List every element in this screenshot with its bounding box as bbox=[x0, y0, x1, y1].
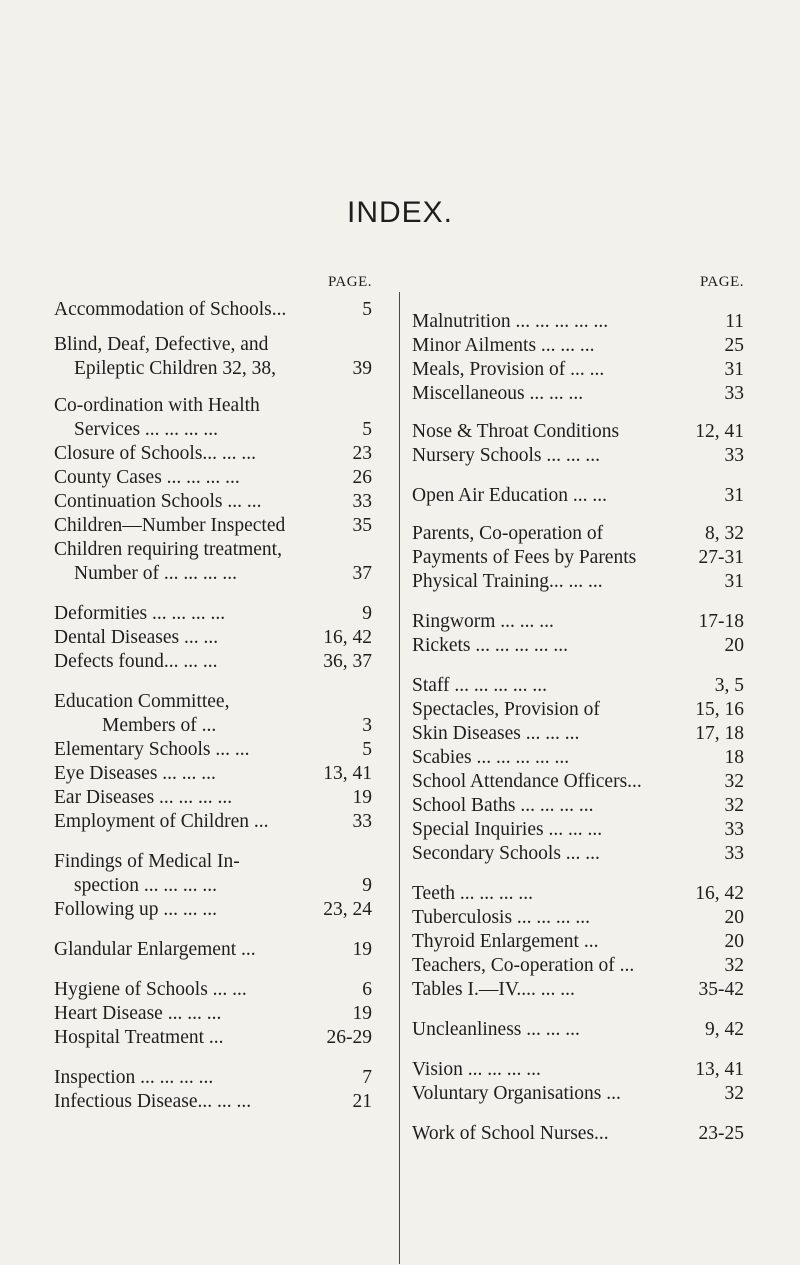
index-entry bbox=[412, 1058, 744, 1082]
index-entry-text: Members of ... bbox=[102, 715, 217, 736]
index-entry-text: Meals, Provision of ... ... bbox=[412, 359, 605, 380]
index-entry-text: Payments of Fees by Parents bbox=[412, 547, 637, 568]
index-entry-text: Heart Disease ... ... ... bbox=[54, 1003, 222, 1024]
index-entry-page: 7 bbox=[359, 1066, 372, 1090]
index-entry-page: 26 bbox=[350, 466, 373, 490]
index-entry bbox=[54, 1026, 372, 1050]
index-entry bbox=[412, 770, 744, 794]
index-entry-text: Closure of Schools... ... ... bbox=[54, 443, 257, 464]
index-entry bbox=[54, 874, 372, 898]
index-entry-text: Miscellaneous ... ... ... bbox=[412, 383, 584, 404]
index-entry-text: Teachers, Co-operation of ... bbox=[412, 955, 635, 976]
index-entry-page: 31 bbox=[722, 358, 745, 382]
index-entry-text: Secondary Schools ... ... bbox=[412, 843, 600, 864]
index-entry bbox=[412, 610, 744, 634]
index-entry-page: 5 bbox=[359, 418, 372, 442]
index-entry-text: Rickets ... ... ... ... ... bbox=[412, 635, 568, 656]
index-entry-text: Epileptic Children 32, 38, bbox=[74, 358, 277, 379]
index-entry-page: 15, 16 bbox=[692, 698, 744, 722]
index-entry bbox=[412, 484, 744, 508]
index-entry bbox=[412, 1122, 744, 1146]
index-entry-text: Physical Training... ... ... bbox=[412, 571, 603, 592]
column-divider bbox=[399, 292, 400, 1264]
index-entry bbox=[54, 418, 372, 442]
index-entry bbox=[412, 334, 744, 358]
index-entry-page: 17-18 bbox=[696, 610, 745, 634]
index-entry-page: 13, 41 bbox=[320, 762, 372, 786]
index-entry-page: 11 bbox=[722, 310, 744, 334]
index-entry-page: 32 bbox=[722, 794, 745, 818]
page-column-header: PAGE. bbox=[327, 274, 372, 290]
index-entry bbox=[54, 810, 372, 834]
index-entry-page: 9 bbox=[359, 874, 372, 898]
index-entry-text: School Baths ... ... ... ... bbox=[412, 795, 594, 816]
index-entry-text: Ringworm ... ... ... bbox=[412, 611, 554, 632]
index-entry bbox=[412, 722, 744, 746]
index-entry-page: 16, 42 bbox=[320, 626, 372, 650]
index-entry-text: Malnutrition ... ... ... ... ... bbox=[412, 311, 609, 332]
index-entry-text: Number of ... ... ... ... bbox=[74, 563, 238, 584]
index-entry-text: Deformities ... ... ... ... bbox=[54, 603, 226, 624]
index-entry bbox=[54, 786, 372, 810]
index-entry-page: 21 bbox=[350, 1090, 373, 1114]
index-entry-text: Teeth ... ... ... ... bbox=[412, 883, 534, 904]
index-entry-text: Blind, Deaf, Defective, and bbox=[54, 334, 269, 355]
index-entry bbox=[54, 466, 372, 490]
index-entry-text: Work of School Nurses... bbox=[412, 1123, 609, 1144]
index-entry-text: School Attendance Officers... bbox=[412, 771, 642, 792]
index-entry bbox=[412, 746, 744, 770]
index-entry-page: 33 bbox=[722, 444, 745, 468]
index-entry bbox=[54, 690, 372, 714]
index-entry bbox=[412, 674, 744, 698]
index-entry-text: Children requiring treatment, bbox=[54, 539, 282, 560]
index-entry bbox=[412, 1082, 744, 1106]
index-entry bbox=[54, 978, 372, 1002]
index-entry bbox=[54, 1090, 372, 1114]
index-entry-page: 39 bbox=[350, 357, 373, 381]
index-entry-page: 9 bbox=[359, 602, 372, 626]
index-entry-page: 19 bbox=[350, 938, 373, 962]
index-entry-text: Open Air Education ... ... bbox=[412, 485, 607, 506]
index-entry-page: 19 bbox=[350, 786, 373, 810]
index-entry bbox=[412, 522, 744, 546]
index-entry-text: Nose & Throat Conditions bbox=[412, 421, 620, 442]
index-entry-text: Following up ... ... ... bbox=[54, 899, 218, 920]
index-entry-page: 31 bbox=[722, 484, 745, 508]
index-entry-text: Skin Diseases ... ... ... bbox=[412, 723, 580, 744]
index-entry-text: Hospital Treatment ... bbox=[54, 1027, 224, 1048]
index-entry bbox=[412, 358, 744, 382]
index-entry-page: 20 bbox=[722, 634, 745, 658]
index-entry-page: 27-31 bbox=[696, 546, 745, 570]
index-entry bbox=[412, 570, 744, 594]
index-entry bbox=[54, 898, 372, 922]
index-entry bbox=[54, 562, 372, 586]
index-entry-text: Dental Diseases ... ... bbox=[54, 627, 219, 648]
index-entry-text: Tables I.—IV.... ... ... bbox=[412, 979, 575, 1000]
index-entry bbox=[412, 546, 744, 570]
index-entry bbox=[412, 906, 744, 930]
index-entry-text: Hygiene of Schools ... ... bbox=[54, 979, 247, 1000]
index-entry-page: 33 bbox=[722, 842, 745, 866]
index-entry-text: Inspection ... ... ... ... bbox=[54, 1067, 214, 1088]
index-entry-page: 12, 41 bbox=[692, 420, 744, 444]
index-entry-text: County Cases ... ... ... ... bbox=[54, 467, 240, 488]
index-entry-text: Accommodation of Schools... bbox=[54, 299, 287, 320]
index-entry bbox=[54, 333, 372, 357]
index-entry-text: Co-ordination with Health bbox=[54, 395, 260, 416]
page-column-header: PAGE. bbox=[699, 274, 744, 290]
index-entry-text: Special Inquiries ... ... ... bbox=[412, 819, 603, 840]
index-entry bbox=[412, 930, 744, 954]
index-entry-text: Uncleanliness ... ... ... bbox=[412, 1019, 580, 1040]
index-entry bbox=[54, 714, 372, 738]
index-entry-text: Eye Diseases ... ... ... bbox=[54, 763, 216, 784]
index-entry-text: Parents, Co-operation of bbox=[412, 523, 604, 544]
index-entry bbox=[412, 444, 744, 468]
index-entry bbox=[412, 310, 744, 334]
index-entry-text: Voluntary Organisations ... bbox=[412, 1083, 621, 1104]
index-entry-page: 32 bbox=[722, 770, 745, 794]
index-entry-text: Spectacles, Provision of bbox=[412, 699, 600, 720]
index-entry-page: 17, 18 bbox=[692, 722, 744, 746]
index-entry-text: Ear Diseases ... ... ... ... bbox=[54, 787, 233, 808]
index-entry bbox=[54, 357, 372, 381]
index-entry-page: 32 bbox=[722, 1082, 745, 1106]
index-entry-page: 33 bbox=[350, 810, 373, 834]
index-entry bbox=[54, 1002, 372, 1026]
index-entry-page: 35-42 bbox=[696, 978, 745, 1002]
index-entry-text: Staff ... ... ... ... ... bbox=[412, 675, 548, 696]
index-entry-text: Education Committee, bbox=[54, 691, 230, 712]
index-entry-page: 5 bbox=[359, 738, 372, 762]
index-entry-text: Scabies ... ... ... ... ... bbox=[412, 747, 570, 768]
index-entry bbox=[54, 538, 372, 562]
index-entry bbox=[54, 938, 372, 962]
index-entry bbox=[54, 298, 372, 322]
index-entry-page: 9, 42 bbox=[702, 1018, 744, 1042]
index-entry bbox=[54, 490, 372, 514]
index-entry bbox=[412, 954, 744, 978]
index-entry-page: 19 bbox=[350, 1002, 373, 1026]
index-entry-text: Thyroid Enlargement ... bbox=[412, 931, 599, 952]
index-entry-text: Minor Ailments ... ... ... bbox=[412, 335, 595, 356]
index-entry bbox=[54, 850, 372, 874]
index-entry-text: Defects found... ... ... bbox=[54, 651, 218, 672]
index-entry bbox=[412, 978, 744, 1002]
index-entry-page: 36, 37 bbox=[320, 650, 372, 674]
index-entry-page: 32 bbox=[722, 954, 745, 978]
index-entry-page: 3 bbox=[359, 714, 372, 738]
index-entry bbox=[412, 882, 744, 906]
index-entry bbox=[412, 818, 744, 842]
index-entry-page: 5 bbox=[359, 298, 372, 322]
index-entry-page: 13, 41 bbox=[692, 1058, 744, 1082]
index-entry bbox=[412, 420, 744, 444]
index-entry-page: 25 bbox=[722, 334, 745, 358]
index-entry-text: Vision ... ... ... ... bbox=[412, 1059, 541, 1080]
index-entry-text: Elementary Schools ... ... bbox=[54, 739, 250, 760]
index-entry bbox=[54, 394, 372, 418]
index-entry-page: 18 bbox=[722, 746, 745, 770]
index-entry bbox=[412, 1018, 744, 1042]
index-entry-text: Services ... ... ... ... bbox=[74, 419, 219, 440]
index-entry-text: Employment of Children ... bbox=[54, 811, 269, 832]
page-title: INDEX. bbox=[346, 196, 454, 229]
index-entry bbox=[412, 634, 744, 658]
index-entry bbox=[54, 762, 372, 786]
index-entry-page: 35 bbox=[350, 514, 373, 538]
index-entry-page: 31 bbox=[722, 570, 745, 594]
index-entry-text: Continuation Schools ... ... bbox=[54, 491, 262, 512]
index-entry-text: Glandular Enlargement ... bbox=[54, 939, 256, 960]
index-entry-text: Children—Number Inspected bbox=[54, 515, 286, 536]
index-entry-text: spection ... ... ... ... bbox=[74, 875, 217, 896]
index-entry-page: 26-29 bbox=[324, 1026, 373, 1050]
index-entry-page: 8, 32 bbox=[702, 522, 744, 546]
index-entry bbox=[54, 650, 372, 674]
index-entry bbox=[412, 382, 744, 406]
index-entry-page: 23 bbox=[350, 442, 373, 466]
index-entry-page: 23-25 bbox=[696, 1122, 745, 1146]
index-entry-page: 33 bbox=[722, 382, 745, 406]
index-entry-text: Infectious Disease... ... ... bbox=[54, 1091, 252, 1112]
index-entry-text: Nursery Schools ... ... ... bbox=[412, 445, 600, 466]
index-entry bbox=[54, 442, 372, 466]
index-entry bbox=[54, 1066, 372, 1090]
index-entry-page: 23, 24 bbox=[320, 898, 372, 922]
index-entry-page: 16, 42 bbox=[692, 882, 744, 906]
index-entry-page: 37 bbox=[350, 562, 373, 586]
index-entry bbox=[54, 626, 372, 650]
index-entry bbox=[412, 794, 744, 818]
index-entry bbox=[54, 738, 372, 762]
index-entry bbox=[412, 698, 744, 722]
index-entry-page: 3, 5 bbox=[712, 674, 744, 698]
index-entry bbox=[54, 602, 372, 626]
index-entry-page: 20 bbox=[722, 930, 745, 954]
index-entry-page: 33 bbox=[722, 818, 745, 842]
index-entry-text: Tuberculosis ... ... ... ... bbox=[412, 907, 591, 928]
index-entry-page: 20 bbox=[722, 906, 745, 930]
index-entry-page: 6 bbox=[359, 978, 372, 1002]
index-entry-text: Findings of Medical In- bbox=[54, 851, 240, 872]
index-entry bbox=[412, 842, 744, 866]
index-entry-page: 33 bbox=[350, 490, 373, 514]
index-entry bbox=[54, 514, 372, 538]
